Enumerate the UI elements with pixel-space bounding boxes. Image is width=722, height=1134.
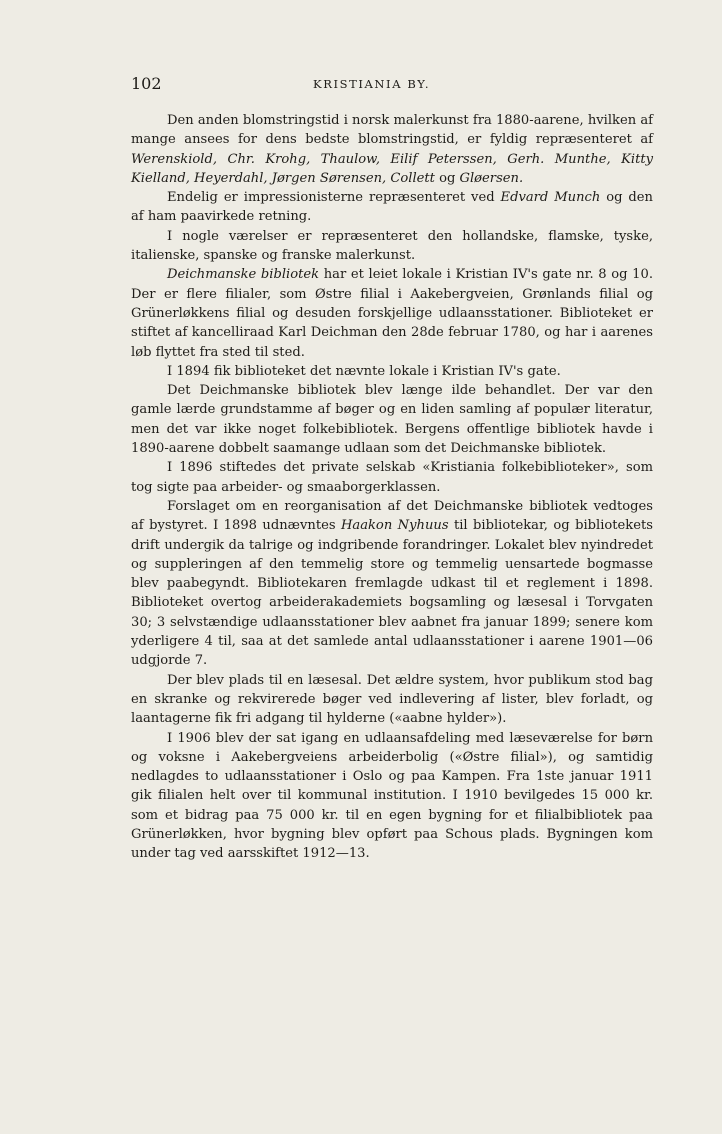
text-segment: og den af ham paavirkede retning. — [131, 190, 653, 225]
page-header — [131, 74, 656, 96]
paragraph-1 — [131, 111, 653, 188]
paragraph-9 — [131, 671, 653, 729]
paragraph-6 — [131, 381, 653, 458]
text-segment: I 1906 blev der sat igang en udlaansafdeling med læseværelse for børn og voksne i Aakebergveiens arbeiderbolig («Østre filial»), og samtidig nedlagdes to udlaansstationer i Oslo og paa Kampen. Fra 1ste januar 1911 gik filialen helt over til kommunal institution. I 1910 bevilgedes 15 000 kr. som et bidrag paa 75 000 kr. til en egen bygning for et filialbibliotek paa Grünerløkken, hvor bygning blev opført paa Schous plads. Bygningen kom under tag ved aarsskiftet 1912—13. — [131, 730, 653, 862]
page-number: 102 — [131, 74, 162, 93]
paragraph-4 — [131, 265, 653, 361]
section-heading: Deichmanske bibliotek — [167, 267, 320, 283]
painter-name: Edvard Munch — [500, 190, 601, 206]
running-head: KRISTIANIA BY. — [313, 77, 431, 91]
text-segment: Forslaget om en reorganisation af det Deichmanske bibliotek vedtoges af bystyret. I 1898 udnævntes — [131, 498, 653, 534]
text-segment: I nogle værelser er repræsenteret den hollandske, flamske, tyske, italienske, spanske og franske malerkunst. — [131, 228, 653, 264]
text-segment: og — [434, 170, 460, 186]
paragraph-3 — [131, 227, 653, 266]
text-segment: I 1894 fik biblioteket det nævnte lokale i Kristian IV's gate. — [167, 363, 561, 379]
text-segment: har et leiet lokale i Kristian IV's gate nr. 8 og 10. Der er flere filialer, som Østre filial i Aakebergveien, Grønlands filial og Grünerløkkens filial og desuden forskjellige udlaansstationer. Biblioteket er stiftet af kancelliraad Karl Deichman den 28de februar 1780, og har i aarenes løb flyttet fra sted til sted. — [131, 267, 653, 360]
text-segment: Det Deichmanske bibliotek blev længe ilde behandlet. Der var den gamle lærde grundstamme af bøger og en liden samling af populær literatur, men det var ikke noget folkebibliotek. Bergens offentlige bibliotek havde i 1890-aarene dobbelt saamange udlaan som det Deichmanske bibliotek. — [131, 383, 653, 457]
paragraph-8 — [131, 497, 653, 671]
text-segment: Endelig er impressionisterne repræsenteret ved — [167, 190, 501, 206]
paragraph-5 — [131, 362, 653, 381]
text-segment: Der blev plads til en læsesal. Det ældre system, hvor publikum stod bag en skranke og rekvirerede bøger ved indlevering af lister, blev forladt, og laantagerne fik fri adgang til hylderne («aabne hylder»). — [131, 672, 653, 727]
painter-names: Werenskiold, Chr. Krohg, Thaulow, Eilif Peterssen, Gerh. Munthe, Kitty Kielland, Heyerdahl, Jørgen Sørensen, Collett — [131, 151, 653, 186]
painter-names: Gløersen. — [459, 170, 524, 186]
text-segment: I 1896 stiftedes det private selskab «Kristiania folkebiblioteker», som tog sigte paa arbeider- og smaaborgerklassen. — [131, 460, 653, 495]
paragraph-7 — [131, 458, 653, 497]
person-name: Haakon Nyhuus — [340, 518, 449, 534]
paragraph-10 — [131, 729, 653, 864]
body-text — [131, 111, 653, 864]
text-segment: Den anden blomstringstid i norsk malerkunst fra 1880-aarene, hvilken af mange ansees for dens bedste blomstringstid, er fyldig repræsenteret af — [131, 113, 653, 148]
paragraph-2 — [131, 188, 653, 227]
text-segment: til bibliotekar, og bibliotekets drift undergik da talrige og indgribende forandringer. Lokalet blev nyindredet og suppleringen af den temmelig store og temmelig uensartede bogmasse blev paabegyndt. Bibliotekaren fremlagde udkast til et reglement i 1898. Biblioteket overtog arbeiderakademiets bogsamling og læsesal i Torvgaten 30; 3 selvstændige udlaansstationer blev aabnet fra januar 1899; senere kom yderligere 4 til, saa at det samlede antal udlaansstationer i aarene 1901—06 udgjorde 7. — [131, 518, 653, 669]
